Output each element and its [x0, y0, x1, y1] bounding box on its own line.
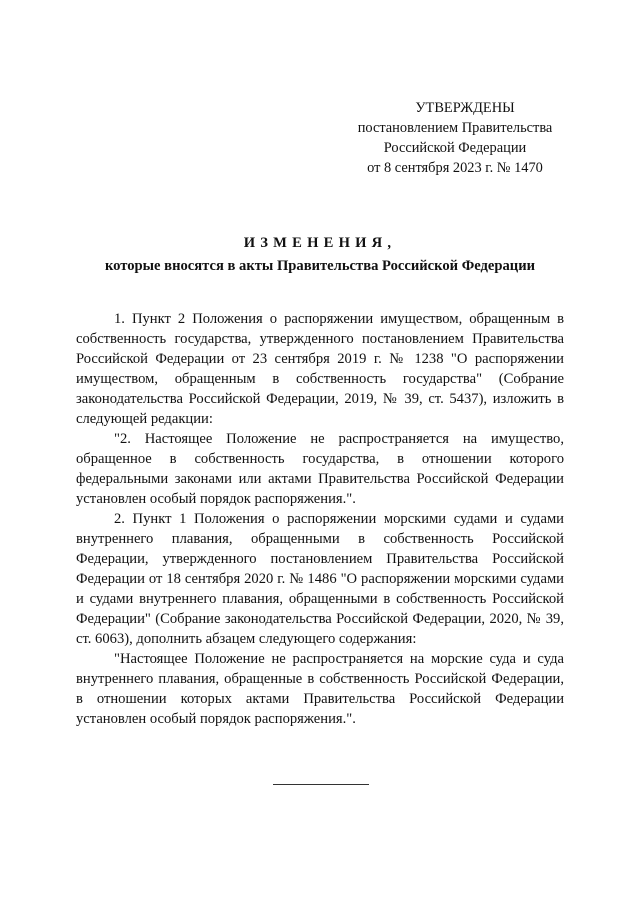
paragraph-2: "2. Настоящее Положение не распространяется на имущество, обращенное в собственность государства, в отношении которого федеральными законами или актами Правительства Российской Федерации установлен особый порядок распоряжения.".	[76, 431, 564, 507]
paragraph-3: 2. Пункт 1 Положения о распоряжении морскими судами и судами внутреннего плавания, обращенными в собственность Российской Федерации, утвержденного постановлением Правительства Российской Федерации от 18 сентября 2020 г. № 1486 "О распоряжении морскими судами и судами внутреннего плавания, обращенными в собственность Российской Федерации" (Собрание законодательства Российской Федерации, 2020, № 39, ст. 6063), дополнить абзацем следующего содержания:	[76, 511, 564, 647]
approval-line-1: постановлением Правительства	[357, 120, 553, 136]
paragraph-1: 1. Пункт 2 Положения о распоряжении имуществом, обращенным в собственность государства, утвержденного постановлением Правительства Российской Федерации от 23 сентября 2019 г. № 1238 "О распоряжении имуществом, обращенным в собственность государства" (Собрание законодательства Российской Федерации, 2019, № 39, ст. 5437), изложить в следующей редакции:	[76, 311, 564, 427]
approval-stamp	[335, 98, 575, 178]
document-subtitle: которые вносятся в акты Правительства Российской Федерации	[104, 258, 536, 274]
paragraph-4: "Настоящее Положение не распространяется на морские суда и суда внутреннего плавания, обращенные в собственность Российской Федерации, в отношении которых актами Правительства Российской Федерации установлен особый порядок распоряжения.".	[76, 651, 564, 727]
document-title: ИЗМЕНЕНИЯ,	[243, 235, 397, 251]
approval-line-2: Российской Федерации	[383, 140, 527, 156]
document-body	[76, 309, 564, 729]
approval-line-3: от 8 сентября 2023 г. № 1470	[367, 160, 543, 176]
approval-heading: УТВЕРЖДЕНЫ	[415, 100, 515, 116]
closing-rule	[273, 784, 369, 785]
